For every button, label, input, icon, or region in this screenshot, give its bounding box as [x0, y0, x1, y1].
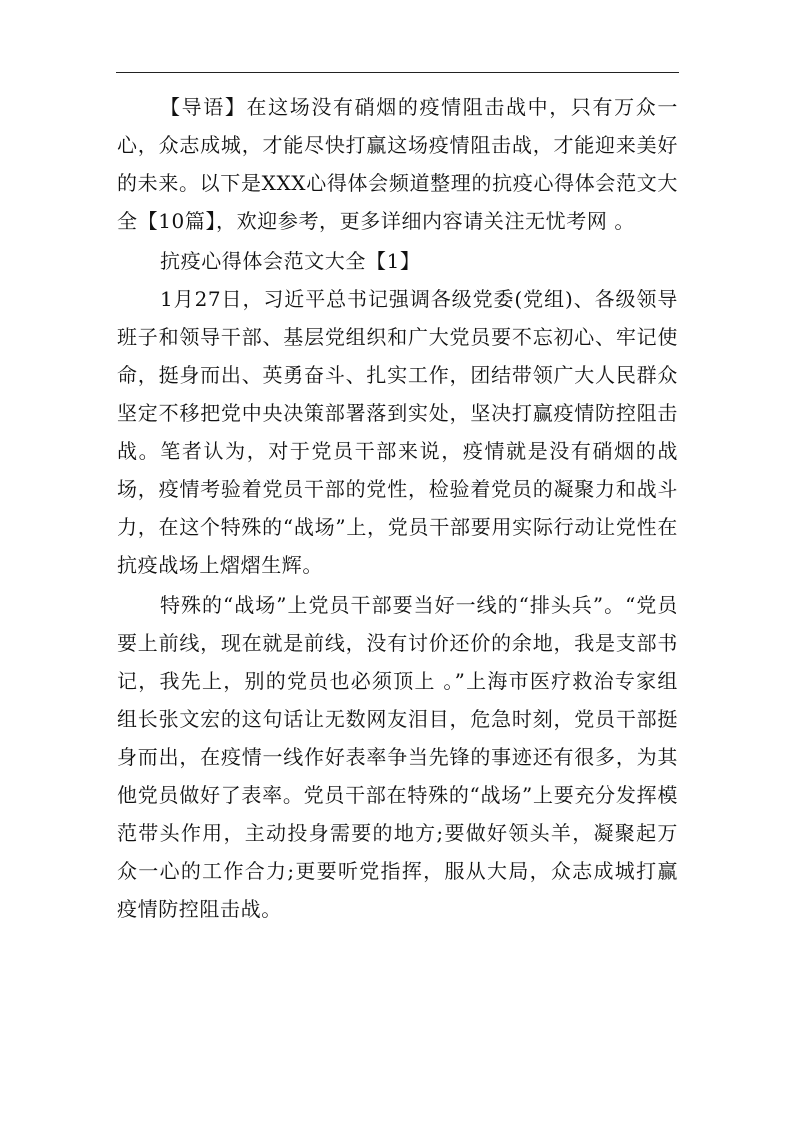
- header-rule: [116, 72, 679, 73]
- document-body: [117, 88, 678, 928]
- body-paragraph-1: 1月27日，习近平总书记强调各级党委(党组)、各级领导班子和领导干部、基层党组织和广大党员要不忘初心、牢记使命，挺身而出、英勇奋斗、扎实工作，团结带领广大人民群众坚定不移把党中央决策部署落到实处，坚决打赢疫情防控阻击战。笔者认为，对于党员干部来说，疫情就是没有硝烟的战场，疫情考验着党员干部的党性，检验着党员的凝聚力和战斗力，在这个特殊的“战场”上，党员干部要用实际行动让党性在抗疫战场上熠熠生辉。: [117, 287, 678, 577]
- section-title: 抗疫心得体会范文大全【1】: [160, 249, 421, 273]
- intro-paragraph: 【导语】在这场没有硝烟的疫情阻击战中，只有万众一心，众志成城，才能尽快打赢这场疫情阻击战，才能迎来美好的未来。以下是XXX心得体会频道整理的抗疫心得体会范文大全【10篇】，欢迎参考，更多详细内容请关注无忧考网 。: [117, 95, 678, 233]
- body-paragraph-2: 特殊的“战场”上党员干部要当好一线的“排头兵”。“党员要上前线，现在就是前线，没有讨价还价的余地，我是支部书记，我先上，别的党员也必须顶上 。”上海市医疗救治专家组组长张文宏的这句话让无数网友泪目，危急时刻，党员干部挺身而出，在疫情一线作好表率争当先锋的事迹还有很多，为其他党员做好了表率。党员干部在特殊的“战场”上要充分发挥模范带头作用，主动投身需要的地方;要做好领头羊，凝聚起万众一心的工作合力;更要听党指挥，服从大局，众志成城打赢疫情防控阻击战。: [117, 593, 678, 921]
